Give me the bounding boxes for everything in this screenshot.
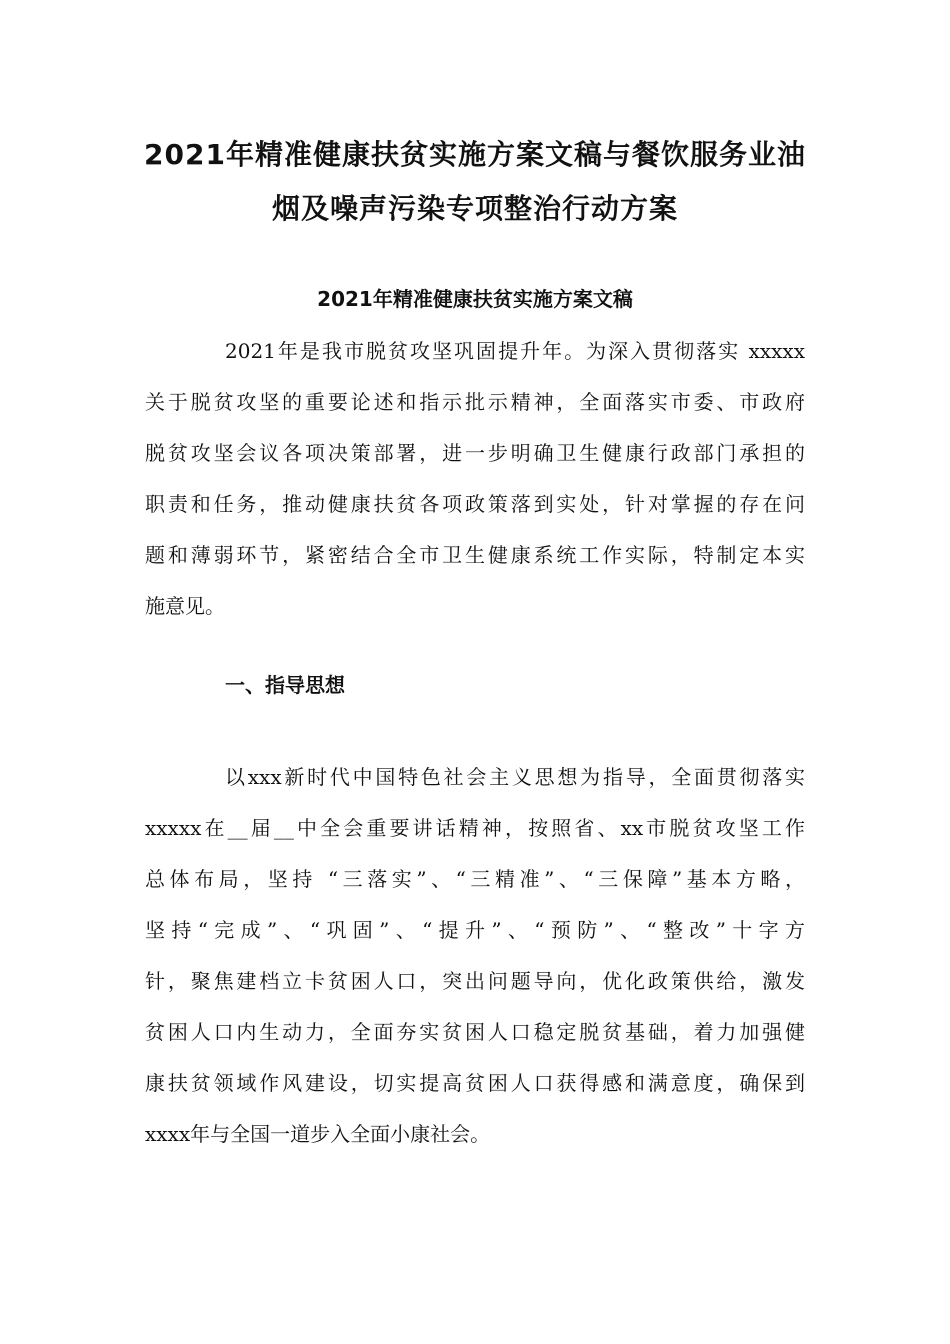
intro-line: 职责和任务，推动健康扶贫各项政策落到实处，针对掌握的存在问: [145, 492, 805, 516]
guiding-line: xxxx年与全国一道步入全面小康社会。: [145, 1122, 491, 1146]
guiding-line: 坚持“完成”、“巩固”、“提升”、“预防”、“整改”十字方: [145, 918, 805, 942]
document-title: [120, 128, 830, 236]
guiding-paragraph: [145, 752, 805, 1160]
section-title: 2021年精准健康扶贫实施方案文稿: [317, 287, 633, 311]
guiding-line: 以xxx新时代中国特色社会主义思想为指导，全面贯彻落实: [225, 765, 805, 789]
guiding-line: 总体布局，坚持 “三落实”、“三精准”、“三保障”基本方略，: [145, 867, 805, 891]
guiding-line: 针，聚焦建档立卡贫困人口，突出问题导向，优化政策供给，激发: [145, 969, 805, 993]
guiding-line: 贫困人口内生动力，全面夯实贫困人口稳定脱贫基础，着力加强健: [145, 1020, 805, 1044]
intro-paragraph: [145, 326, 805, 632]
guiding-line: 康扶贫领域作风建设，切实提高贫困人口获得感和满意度，确保到: [145, 1071, 805, 1095]
guiding-line: xxxxx在__届__中全会重要讲话精神，按照省、xx市脱贫攻坚工作: [145, 816, 805, 840]
intro-line: 题和薄弱环节，紧密结合全市卫生健康系统工作实际，特制定本实: [145, 543, 805, 567]
intro-line: 2021年是我市脱贫攻坚巩固提升年。为深入贯彻落实 xxxxx: [225, 339, 805, 363]
intro-line: 脱贫攻坚会议各项决策部署，进一步明确卫生健康行政部门承担的: [145, 441, 805, 465]
document-title-line-2: 烟及噪声污染专项整治行动方案: [271, 192, 678, 225]
heading-guiding-ideology: 一、指导思想: [225, 673, 345, 697]
document-title-line-1: 2021年精准健康扶贫实施方案文稿与餐饮服务业油: [144, 138, 806, 171]
intro-line: 施意见。: [145, 594, 225, 618]
intro-line: 关于脱贫攻坚的重要论述和指示批示精神，全面落实市委、市政府: [145, 390, 805, 414]
